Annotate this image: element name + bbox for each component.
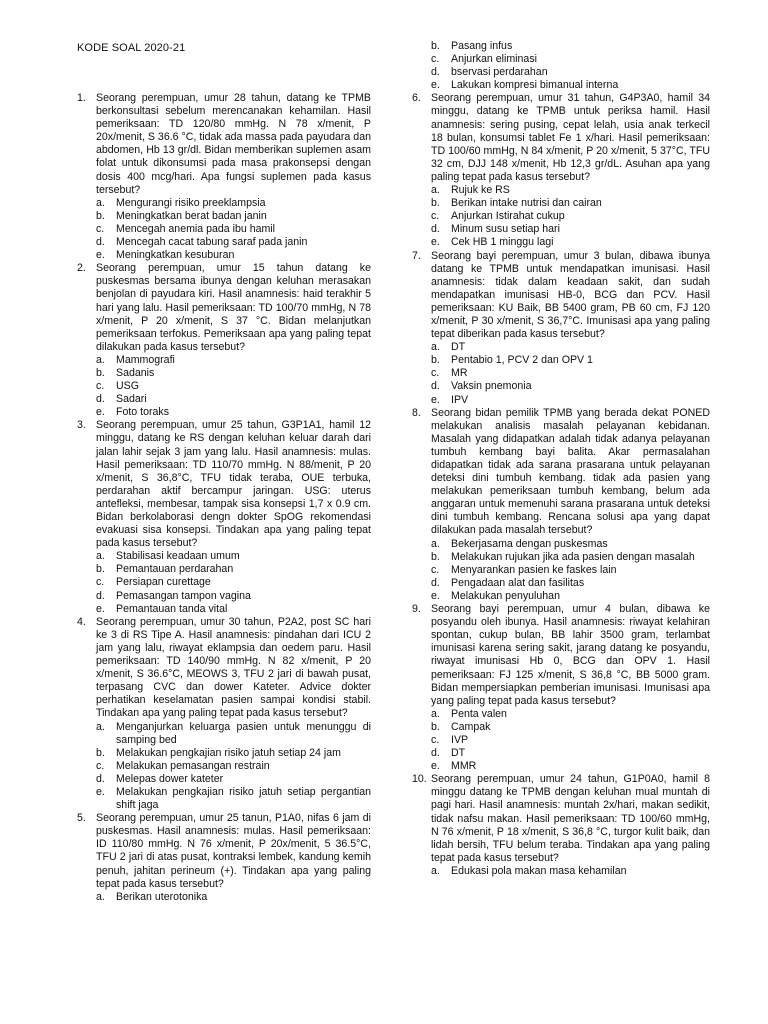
question-number: 7. xyxy=(412,249,421,262)
answer-option xyxy=(77,760,371,773)
question xyxy=(412,250,710,342)
option-text: Stabilisasi keadaan umum xyxy=(116,550,240,563)
option-letter: e. xyxy=(96,249,105,262)
question xyxy=(412,773,710,865)
option-letter: d. xyxy=(431,223,440,236)
option-letter: e. xyxy=(96,785,105,798)
question-stem: Seorang bayi perempuan, umur 3 bulan, dibawa ibunya datang ke TPMB untuk mendapatkan imunisasi. Hasil anamnesis: tidak dalam keadaan sakit, dan sudah mendapatkan imunisasi HB-0, BCG dan PCV. Hasil pemeriksaan: KU Baik, BB 5400 gram, PB 60 cm, FJ 120 x/menit, P 30 x/menit, S 36,7°C. Imunisasi apa yang paling tepat diberikan pada kasus tersebut? xyxy=(431,249,710,341)
question-number: 4. xyxy=(77,615,86,628)
question-number: 8. xyxy=(412,406,421,419)
option-text: Vaksin pnemonia xyxy=(451,380,532,393)
question-stem: Seorang perempuan, umur 15 tahun datang ke puskesmas bersama ibunya dengan keluhan merasakan benjolan di payudara kiri. Hasil anamnesis: haid terakhir 5 hari yang lalu. Hasil pemeriksaan: TD 100/70 mmHg, N 78 x/menit, P 20 x/menit, S 37 °C. Bidan melanjutkan pemeriksaan terfokus. Pemeriksaan apa yang paling tepat dilakukan pada kasus tersebut? xyxy=(96,262,371,353)
question-number: 3. xyxy=(77,419,86,432)
answer-option xyxy=(77,773,371,786)
option-letter: a. xyxy=(431,707,440,720)
option-text: Bekerjasama dengan puskesmas xyxy=(451,537,608,550)
options-list xyxy=(412,341,710,406)
question-stem: Seorang perempuan, umur 30 tahun, P2A2, post SC hari ke 3 di RS Tipe A. Hasil anamnesis: pindahan dari ICU 2 jam yang lalu, riwayat eklampsia dan oedem paru. Hasil pemeriksaan: TD 140/90 mmHg. N 82 x/menit, P 20 x/menit, S 36.6°C, MEOWS 3, TFU 2 jari di bawah pusat, terpasang CVC dan dower Kateter. Advice dokter perhatikan keselamatan pasien sampai kondisi stabil. Tindakan apa yang paling tepat pada kasus tersebut? xyxy=(96,615,371,720)
option-letter: b. xyxy=(431,720,440,733)
right-column xyxy=(412,40,710,878)
answer-option xyxy=(77,406,371,419)
option-letter: d. xyxy=(431,66,440,79)
answer-option xyxy=(412,354,710,367)
option-text: Melakukan pengkajian risiko jatuh setiap 24 jam xyxy=(116,746,341,759)
option-letter: e. xyxy=(431,589,440,602)
answer-option xyxy=(412,236,710,249)
answer-option xyxy=(412,760,710,773)
answer-option xyxy=(412,564,710,577)
option-letter: a. xyxy=(431,537,440,550)
answer-option xyxy=(412,865,710,878)
option-text: Melakukan pengkajian risiko jatuh setiap pergantian shift jaga xyxy=(116,785,371,812)
answer-option xyxy=(412,538,710,551)
option-letter: c. xyxy=(431,563,440,576)
option-letter: c. xyxy=(96,222,105,235)
option-text: Campak xyxy=(451,720,491,733)
answer-option xyxy=(77,210,371,223)
option-letter: b. xyxy=(431,197,440,210)
answer-option xyxy=(412,197,710,210)
answer-option xyxy=(412,551,710,564)
question-stem: Seorang bidan pemilik TPMB yang berada dekat PONED melakukan analisis masalah pelayanan kebidanan. Masalah yang didapatkan adalah tidak adanya pelayanan tumbuh kembang bayi balita. Akar permasalahan didapatkan tidak ada sarana prasarana untuk pelayanan deteksi dini tumbuh kembang. tidak ada pasien yang melakukan pemeriksaan tumbuh kembang, belum ada anggaran untuk memenuhi sarana prasarana untuk deteksi dini tumbuh kembang. Rencana solusi apa yang dapat dilakukan pada masalah tersebut? xyxy=(431,406,710,537)
option-text: MMR xyxy=(451,760,477,773)
option-letter: c. xyxy=(96,759,105,772)
answer-option xyxy=(77,393,371,406)
option-text: Foto toraks xyxy=(116,406,169,419)
answer-option xyxy=(77,197,371,210)
option-text: Mencegah cacat tabung saraf pada janin xyxy=(116,236,308,249)
option-letter: a. xyxy=(96,550,105,563)
option-text: Pemantauan perdarahan xyxy=(116,563,234,576)
option-text: Melakukan penyuluhan xyxy=(451,589,560,602)
option-text: Anjurkan Istirahat cukup xyxy=(451,210,565,223)
question-block xyxy=(412,250,710,407)
option-text: DT xyxy=(451,747,466,760)
answer-option xyxy=(412,577,710,590)
answer-option xyxy=(412,53,710,66)
question-block xyxy=(412,773,710,878)
answer-option xyxy=(77,367,371,380)
question-stem: Seorang perempuan, umur 31 tahun, G4P3A0, hamil 34 minggu, datang ke TPMB untuk periksa hamil. Hasil anamnesis: sering pusing, cepat lelah, usia anak terkecil 18 bulan, konsumsi tablet Fe 1 x/hari. Hasil pemeriksaan: TD 100/60 mmHg, N 84 x/menit, P 20 x/menit, 5 37°C, TFU 32 cm, DJJ 148 x/menit, Hb 12,3 gr/dL. Asuhan apa yang paling tepat pada kasus tersebut? xyxy=(431,92,710,183)
option-text: Berikan uterotonika xyxy=(116,890,208,903)
answer-option xyxy=(77,380,371,393)
option-text: Melakukan pemasangan restrain xyxy=(116,759,270,772)
answer-option xyxy=(412,590,710,603)
option-text: Menyarankan pasien ke faskes lain xyxy=(451,563,617,576)
option-text: Mammografi xyxy=(116,353,175,366)
option-letter: e. xyxy=(431,79,440,92)
option-letter: b. xyxy=(96,563,105,576)
option-text: bservasi perdarahan xyxy=(451,66,548,79)
question-stem: Seorang perempuan, umur 25 tanun, P1A0, nifas 6 jam di puskesmas. Hasil anamnesis: mulas. Hasil pemeriksaan: ID 110/80 mmHg. N 76 x/menit, P 20x/menit, 5 36.5°C, TFU 2 jari di atas pusat, kontraksi lembek, kandung kemih penuh, jahitan perineum (+). Tindakan apa yang paling tepat pada kasus tersebut? xyxy=(96,812,371,890)
option-letter: a. xyxy=(96,720,105,733)
options-list xyxy=(77,354,371,419)
option-text: Pemasangan tampon vagina xyxy=(116,589,251,602)
exam-code-header: KODE SOAL 2020-21 xyxy=(77,42,186,54)
option-text: IVP xyxy=(451,733,469,746)
option-letter: e. xyxy=(96,406,105,419)
option-letter: a. xyxy=(431,184,440,197)
option-text: MR xyxy=(451,367,468,380)
option-text: Melakukan rujukan jika ada pasien dengan masalah xyxy=(451,550,695,563)
option-text: Cek HB 1 minggu lagi xyxy=(451,236,554,249)
answer-option xyxy=(77,747,371,760)
options-list xyxy=(412,865,710,878)
option-letter: b. xyxy=(96,209,105,222)
answer-option xyxy=(412,367,710,380)
option-letter: d. xyxy=(431,747,440,760)
options-list xyxy=(412,708,710,773)
option-letter: e. xyxy=(431,393,440,406)
question-block xyxy=(77,419,371,615)
answer-option xyxy=(412,708,710,721)
options-list xyxy=(77,550,371,615)
answer-option xyxy=(412,79,710,92)
answer-option xyxy=(412,184,710,197)
question-block xyxy=(77,262,371,419)
option-text: Berikan intake nutrisi dan cairan xyxy=(451,197,602,210)
question-number: 6. xyxy=(412,92,421,105)
answer-option xyxy=(77,236,371,249)
option-letter: d. xyxy=(431,576,440,589)
option-letter: b. xyxy=(431,354,440,367)
option-letter: e. xyxy=(431,760,440,773)
question xyxy=(412,603,710,708)
option-letter: c. xyxy=(431,733,440,746)
question-number: 2. xyxy=(77,262,86,275)
options-list xyxy=(77,721,371,813)
options-list xyxy=(77,197,371,262)
answer-option xyxy=(412,747,710,760)
question-number: 5. xyxy=(77,812,86,825)
answer-option xyxy=(412,210,710,223)
options-list xyxy=(77,891,371,904)
option-letter: b. xyxy=(96,746,105,759)
answer-option xyxy=(412,223,710,236)
answer-option xyxy=(77,550,371,563)
option-text: Anjurkan eliminasi xyxy=(451,53,537,66)
question xyxy=(77,812,371,891)
answer-option xyxy=(412,341,710,354)
option-letter: e. xyxy=(431,236,440,249)
option-letter: b. xyxy=(431,40,440,52)
option-letter: c. xyxy=(431,210,440,223)
option-text: Edukasi pola makan masa kehamilan xyxy=(451,864,627,877)
option-text: Pasang infus xyxy=(451,40,513,52)
option-letter: a. xyxy=(431,864,440,877)
answer-option xyxy=(77,354,371,367)
answer-option xyxy=(77,891,371,904)
answer-option xyxy=(77,223,371,236)
answer-option xyxy=(77,603,371,616)
answer-option xyxy=(412,40,710,53)
option-text: Persiapan curettage xyxy=(116,576,211,589)
option-letter: a. xyxy=(96,890,105,903)
question-block xyxy=(412,603,710,773)
option-letter: e. xyxy=(96,602,105,615)
question-block xyxy=(412,407,710,603)
answer-option xyxy=(412,380,710,393)
option-text: Penta valen xyxy=(451,707,507,720)
question xyxy=(412,407,710,538)
option-text: Pengadaan alat dan fasilitas xyxy=(451,576,585,589)
option-text: Mengurangi risiko preeklampsia xyxy=(116,196,266,209)
answer-option xyxy=(412,394,710,407)
option-letter: b. xyxy=(431,550,440,563)
option-letter: d. xyxy=(96,236,105,249)
options-list xyxy=(412,538,710,603)
option-text: Sadari xyxy=(116,393,147,406)
option-letter: a. xyxy=(96,196,105,209)
question-block xyxy=(77,812,371,904)
answer-option xyxy=(77,563,371,576)
option-text: Meningkatkan kesuburan xyxy=(116,249,235,262)
option-letter: d. xyxy=(96,772,105,785)
answer-option xyxy=(77,786,371,812)
options-list xyxy=(412,184,710,249)
question-stem: Seorang perempuan, umur 28 tahun, datang ke TPMB berkonsultasi sebelum merencanakan kehamilan. Hasil pemeriksaan: TD 120/80 mmHg. N 78 x/menit, P 20x/menit, S 36.6 °C, tidak ada massa pada payudara dan abdomen, Hb 13 gr/dl. Bidan memberikan suplemen asam folat untuk dikonsumsi pada masa prakonsepsi dengan dosis 400 mcg/hari. Apa fungsi suplemen pada kasus tersebut? xyxy=(96,92,371,196)
option-text: Menganjurkan keluarga pasien untuk menunggu di samping bed xyxy=(116,720,371,746)
answer-option xyxy=(412,66,710,79)
question-block xyxy=(77,92,371,262)
option-text: Rujuk ke RS xyxy=(451,184,510,197)
left-column xyxy=(77,92,371,904)
option-letter: d. xyxy=(96,589,105,602)
option-text: Pemantauan tanda vital xyxy=(116,602,228,615)
option-text: DT xyxy=(451,341,466,354)
question xyxy=(77,419,371,550)
option-text: Mencegah anemia pada ibu hamil xyxy=(116,222,276,235)
option-letter: b. xyxy=(96,366,105,379)
option-letter: c. xyxy=(96,576,105,589)
option-text: Meningkatkan berat badan janin xyxy=(116,209,267,222)
answer-option xyxy=(412,721,710,734)
option-text: Minum susu setiap hari xyxy=(451,223,560,236)
continued-options xyxy=(412,40,710,92)
option-letter: c. xyxy=(431,53,440,66)
option-text: Melepas dower kateter xyxy=(116,772,224,785)
answer-option xyxy=(77,249,371,262)
answer-option xyxy=(77,590,371,603)
question-stem: Seorang perempuan, umur 24 tahun, G1P0A0, hamil 8 minggu datang ke TPMB dengan keluhan mual muntah di pagi hari. Hasil anamnesis: muntah 2x/hari, makan sedikit, tidak nafsu makan. Hasil pemeriksaan: TD 100/60 mmHg, N 76 x/menit, P 18 x/menit, S 36,8 °C, turgor kulit baik, dan lidah bersih, TFU belum teraba. Tindakan apa yang paling tepat pada kasus tersebut? xyxy=(431,773,710,864)
question-number: 10. xyxy=(412,773,427,786)
question xyxy=(77,262,371,354)
option-letter: a. xyxy=(96,353,105,366)
option-text: IPV xyxy=(451,393,469,406)
right-questions xyxy=(412,92,710,878)
answer-option xyxy=(77,721,371,747)
question-stem: Seorang perempuan, umur 25 tahun, G3P1A1, hamil 12 minggu, datang ke RS dengan keluhan keluar darah dari jalan lahir sejak 3 jam yang lalu. Hasil anamnesis: mulas. Hasil pemeriksaan: TD 110/70 mmHg. N 88/menit, P 20 x/menit, S 36,8°C, TFU tidak teraba, OUE terbuka, perdarahan aktif bercampur jaringan. USG: uterus antefleksi, membesar, tampak sisa konsepsi 1,7 x 0.9 cm. Bidan berkolaborasi dengn dokter SpOG rekomendasi evakuasi sisa konsepsi. Tindakan apa yang paling tepat pada kasus tersebut? xyxy=(96,419,371,550)
option-text: Lakukan kompresi bimanual interna xyxy=(451,79,619,92)
question xyxy=(77,616,371,721)
option-letter: d. xyxy=(431,380,440,393)
option-text: Pentabio 1, PCV 2 dan OPV 1 xyxy=(451,354,593,367)
option-letter: d. xyxy=(96,393,105,406)
question-block xyxy=(77,616,371,812)
option-text: USG xyxy=(116,380,139,393)
question-number: 1. xyxy=(77,92,86,104)
question-stem: Seorang bayi perempuan, umur 4 bulan, dibawa ke posyandu oleh ibunya. Hasil anamnesis: riwayat kelahiran spontan, cukup bulan, BB lahir 3500 gram, terlambat imunisasi karena sering sakit, jarang datang ke posyandu, riwayat imunisasi Hb 0, BCG dan OPV 1. Hasil pemeriksaan: FJ 125 x/menit, S 36,8 °C, BB 5000 gram. Bidan mempersiapkan pemberian imunisasi. Imunisasi apa yang paling tepat pada kasus tersebut? xyxy=(431,603,710,707)
question xyxy=(412,92,710,184)
option-letter: c. xyxy=(96,380,105,393)
answer-option xyxy=(77,576,371,589)
option-letter: a. xyxy=(431,341,440,354)
question xyxy=(77,92,371,197)
answer-option xyxy=(412,734,710,747)
question-block xyxy=(412,92,710,249)
question-number: 9. xyxy=(412,603,421,616)
option-text: Sadanis xyxy=(116,366,155,379)
option-letter: c. xyxy=(431,367,440,380)
